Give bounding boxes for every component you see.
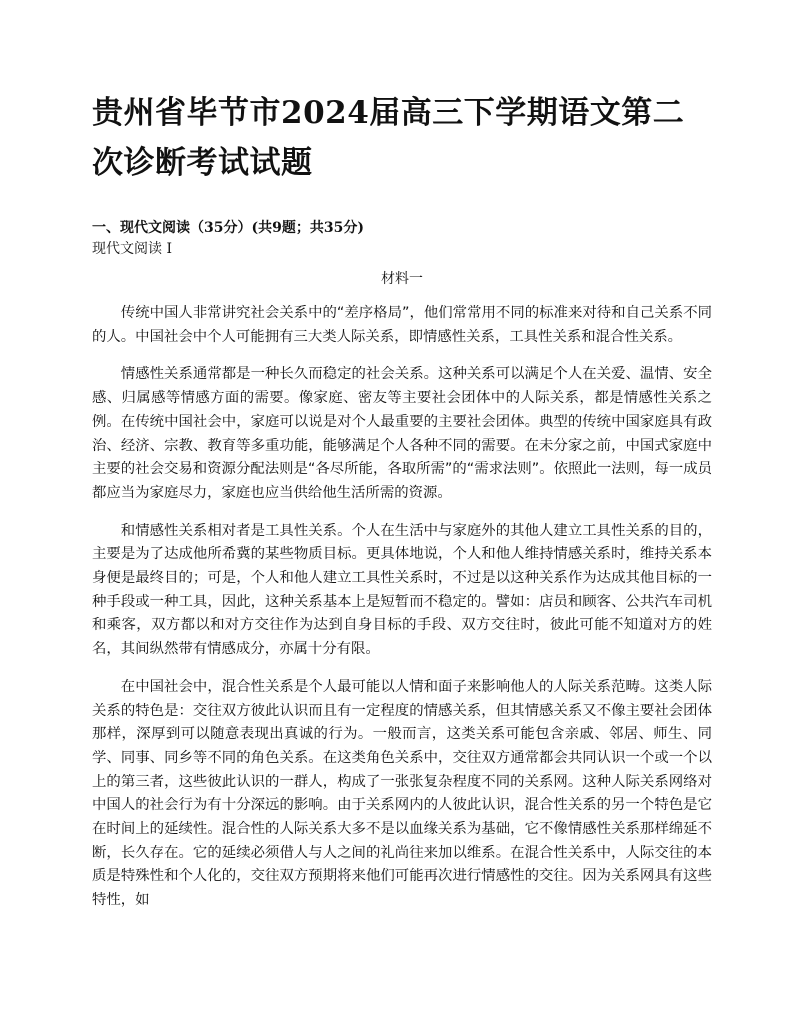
- paragraph-2: 情感性关系通常都是一种长久而稳定的社会关系。这种关系可以满足个人在关爱、温情、安全感、归属感等情感方面的需要。像家庭、密友等主要社会团体中的人际关系，都是情感性关系之例。在传统中国社会中，家庭可以说是对个人最重要的主要社会团体。典型的传统中国家庭具有政治、经济、宗教、教育等多重功能，能够满足个人各种不同的需要。在未分家之前，中国式家庭中主要的社会交易和资源分配法则是“各尽所能，各取所需”的“需求法则”。依照此一法则，每一成员都应当为家庭尽力，家庭也应当供给他生活所需的资源。: [92, 366, 712, 501]
- section-heading: 一、现代文阅读（35分）(共9题；共35分): [92, 220, 364, 236]
- paragraph-1: 传统中国人非常讲究社会关系中的“差序格局”，他们常常用不同的标准来对待和自己关系不同的人。中国社会中个人可能拥有三大类人际关系，即情感性关系，工具性关系和混合性关系。: [92, 305, 712, 345]
- paragraph-3: 和情感性关系相对者是工具性关系。个人在生活中与家庭外的其他人建立工具性关系的目的，主要是为了达成他所希冀的某些物质目标。更具体地说，个人和他人维持情感关系时，维持关系本身便是最终目的；可是，个人和他人建立工具性关系时，不过是以这种关系作为达成其他目标的一种手段或一种工具，因此，这种关系基本上是短暂而不稳定的。譬如：店员和顾客、公共汽车司机和乘客，双方都以和对方交往作为达到自身目标的手段、双方交往时，彼此可能不知道对方的姓名，其间纵然带有情感成分，亦属十分有限。: [92, 522, 712, 658]
- sub-heading: 现代文阅读 I: [92, 241, 172, 257]
- paragraph-4: 在中国社会中，混合性关系是个人最可能以人情和面子来影响他人的人际关系范畴。这类人际关系的特色是：交往双方彼此认识而且有一定程度的情感关系，但其情感关系又不像主要社会团体那样，深厚到可以随意表现出真诚的行为。一般而言，这类关系可能包含亲戚、邻居、师生、同学、同事、同乡等不同的角色关系。在这类角色关系中，交往双方通常都会共同认识一个或一个以上的第三者，这些彼此认识的一群人，构成了一张张复杂程度不同的关系网。这种人际关系网络对中国人的社会行为有十分深远的影响。由于关系网内的人彼此认识，混合性关系的另一个特色是它在时间上的延续性。混合性的人际关系大多不是以血缘关系为基础，它不像情感性关系那样绵延不断，长久存在。它的延续必须借人与人之间的礼尚往来加以维系。在混合性关系中，人际交往的本质是特殊性和个人化的，交往双方预期将来他们可能再次进行情感性的交往。因为关系网具有这些特性，如: [92, 678, 712, 909]
- material-title: 材料一: [381, 271, 423, 287]
- document-title: 贵州省毕节市2024届高三下学期语文第二次诊断考试试题: [92, 95, 685, 181]
